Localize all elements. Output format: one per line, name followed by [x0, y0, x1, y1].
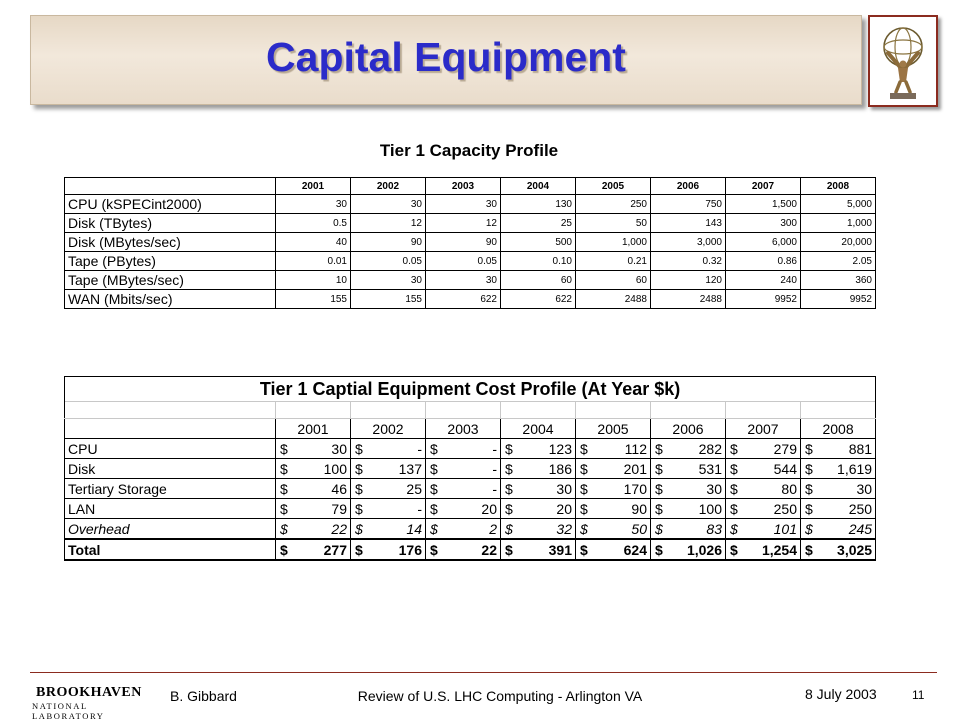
- table-row: [65, 439, 876, 459]
- title-banner: [30, 15, 862, 105]
- currency-symbol: $: [730, 520, 738, 537]
- table-cell: 50: [576, 214, 651, 233]
- cell-value: 531: [698, 460, 722, 477]
- table-cell: [351, 519, 426, 540]
- cell-value: 170: [623, 480, 647, 497]
- table-cell: 360: [801, 271, 876, 290]
- page-number: 11: [912, 688, 925, 702]
- spacer-cell: [651, 402, 726, 419]
- spacer-cell: [501, 402, 576, 419]
- cell-value: 1,619: [837, 460, 873, 477]
- table-cell: 40: [276, 233, 351, 252]
- cost-header-row: [65, 419, 876, 439]
- table-cell: [801, 539, 876, 560]
- table-row: [65, 519, 876, 540]
- cell-value: 25: [406, 480, 422, 497]
- row-label: LAN: [65, 499, 276, 519]
- row-label: Disk (TBytes): [65, 214, 276, 233]
- cell-value: 80: [781, 480, 797, 497]
- currency-symbol: $: [505, 440, 513, 457]
- cell-value: 79: [331, 500, 347, 517]
- cell-value: 186: [548, 460, 572, 477]
- currency-symbol: $: [730, 440, 738, 457]
- table-cell: 1,500: [726, 195, 801, 214]
- table-cell: 20,000: [801, 233, 876, 252]
- year-header: 2002: [351, 178, 426, 195]
- currency-symbol: $: [730, 541, 738, 558]
- table-cell: 0.10: [501, 252, 576, 271]
- currency-symbol: $: [580, 440, 588, 457]
- cell-value: 22: [481, 541, 497, 558]
- currency-symbol: $: [280, 440, 288, 457]
- table-cell: [576, 499, 651, 519]
- table-cell: [651, 479, 726, 499]
- currency-symbol: $: [430, 500, 438, 517]
- currency-symbol: $: [430, 460, 438, 477]
- cell-value: 881: [848, 440, 873, 457]
- table-cell: [276, 539, 351, 560]
- table-row: [65, 252, 876, 271]
- row-label: Tape (PBytes): [65, 252, 276, 271]
- table-cell: 1,000: [801, 214, 876, 233]
- year-header: 2005: [576, 178, 651, 195]
- cell-value: 30: [331, 440, 347, 457]
- currency-symbol: $: [280, 500, 288, 517]
- year-header: 2005: [576, 419, 651, 439]
- table-cell: 240: [726, 271, 801, 290]
- table-cell: 90: [351, 233, 426, 252]
- currency-symbol: $: [505, 500, 513, 517]
- cell-value: 112: [624, 440, 647, 457]
- row-label: Disk (MBytes/sec): [65, 233, 276, 252]
- cell-value: 391: [548, 541, 572, 558]
- table-cell: 500: [501, 233, 576, 252]
- row-label: Total: [65, 539, 276, 560]
- cell-value: 1,254: [761, 541, 797, 558]
- table-cell: [501, 519, 576, 540]
- table-cell: [576, 479, 651, 499]
- currency-symbol: $: [505, 460, 513, 477]
- table-cell: [651, 439, 726, 459]
- table-row: [65, 499, 876, 519]
- cell-value: 201: [623, 460, 647, 477]
- cell-value: -: [492, 460, 497, 477]
- row-label: Tertiary Storage: [65, 479, 276, 499]
- year-header: 2004: [501, 419, 576, 439]
- spacer-cell: [426, 402, 501, 419]
- year-header: 2006: [651, 178, 726, 195]
- year-header: 2001: [276, 419, 351, 439]
- currency-symbol: $: [505, 541, 513, 558]
- year-header: 2002: [351, 419, 426, 439]
- cell-value: 279: [773, 440, 797, 457]
- table-cell: 622: [426, 290, 501, 309]
- table-cell: [801, 519, 876, 540]
- table-cell: [351, 459, 426, 479]
- cell-value: 137: [398, 460, 422, 477]
- table-cell: [426, 499, 501, 519]
- table-cell: [501, 479, 576, 499]
- year-header: 2004: [501, 178, 576, 195]
- table-cell: 143: [651, 214, 726, 233]
- table-cell: [651, 499, 726, 519]
- footer-event: Review of U.S. LHC Computing - Arlington VA: [357, 688, 643, 704]
- cell-value: 83: [706, 520, 722, 537]
- table-cell: [426, 459, 501, 479]
- table-cell: [501, 459, 576, 479]
- cell-value: 14: [406, 520, 422, 537]
- table-cell: [351, 479, 426, 499]
- currency-symbol: $: [730, 480, 738, 497]
- currency-symbol: $: [430, 480, 438, 497]
- capacity-table: [64, 177, 876, 309]
- table-cell: [576, 439, 651, 459]
- cell-value: 20: [481, 500, 497, 517]
- spacer-row: [65, 402, 876, 419]
- table-cell: 0.5: [276, 214, 351, 233]
- table-cell: [351, 499, 426, 519]
- table-row: [65, 479, 876, 499]
- cell-value: 544: [773, 460, 797, 477]
- table-cell: [726, 439, 801, 459]
- table-cell: [276, 519, 351, 540]
- slide-title: Capital Equipment: [266, 34, 626, 80]
- year-header: 2007: [726, 419, 801, 439]
- capacity-table-title: Tier 1 Capacity Profile: [379, 141, 559, 160]
- year-header: 2008: [801, 419, 876, 439]
- table-cell: 155: [351, 290, 426, 309]
- table-cell: 1,000: [576, 233, 651, 252]
- row-label: CPU (kSPECint2000): [65, 195, 276, 214]
- cell-value: 282: [698, 440, 722, 457]
- currency-symbol: $: [805, 480, 813, 497]
- spacer-cell: [726, 402, 801, 419]
- cost-table: [64, 376, 876, 561]
- spacer-cell: [65, 402, 276, 419]
- table-cell: 60: [501, 271, 576, 290]
- table-cell: 2488: [651, 290, 726, 309]
- currency-symbol: $: [280, 460, 288, 477]
- table-cell: 12: [426, 214, 501, 233]
- table-cell: 12: [351, 214, 426, 233]
- table-cell: [426, 519, 501, 540]
- atlas-logo: [868, 15, 938, 107]
- atlas-figure-icon: [870, 17, 936, 105]
- currency-symbol: $: [730, 500, 738, 517]
- currency-symbol: $: [580, 460, 588, 477]
- table-cell: 2.05: [801, 252, 876, 271]
- cell-value: 90: [631, 500, 647, 517]
- cell-value: 277: [323, 541, 347, 558]
- currency-symbol: $: [430, 520, 438, 537]
- table-cell: [726, 499, 801, 519]
- table-cell: 750: [651, 195, 726, 214]
- table-cell: 0.32: [651, 252, 726, 271]
- spacer-cell: [351, 402, 426, 419]
- cell-value: 30: [856, 480, 873, 497]
- year-header: 2003: [426, 178, 501, 195]
- table-cell: [501, 539, 576, 560]
- table-cell: 622: [501, 290, 576, 309]
- table-row: [65, 195, 876, 214]
- currency-symbol: $: [355, 500, 363, 517]
- currency-symbol: $: [430, 440, 438, 457]
- table-cell: 60: [576, 271, 651, 290]
- table-cell: [426, 439, 501, 459]
- currency-symbol: $: [655, 520, 663, 537]
- currency-symbol: $: [355, 440, 363, 457]
- cell-value: 30: [556, 480, 572, 497]
- spacer-cell: [801, 402, 876, 419]
- currency-symbol: $: [580, 541, 588, 558]
- footer-date: 8 July 2003: [805, 686, 877, 702]
- logo-org-main: BROOKHAVEN: [36, 685, 142, 700]
- table-cell: 5,000: [801, 195, 876, 214]
- currency-symbol: $: [505, 520, 513, 537]
- currency-symbol: $: [655, 500, 663, 517]
- currency-symbol: $: [655, 440, 663, 457]
- table-row: [65, 290, 876, 309]
- currency-symbol: $: [280, 520, 288, 537]
- header-corner: [65, 178, 276, 195]
- table-cell: 0.05: [351, 252, 426, 271]
- table-cell: 0.05: [426, 252, 501, 271]
- cell-value: 30: [706, 480, 722, 497]
- table-cell: [501, 499, 576, 519]
- cell-value: 624: [623, 541, 647, 558]
- table-cell: [351, 539, 426, 560]
- cell-value: 100: [698, 500, 722, 517]
- currency-symbol: $: [805, 440, 813, 457]
- currency-symbol: $: [505, 480, 513, 497]
- cell-value: 50: [631, 520, 647, 537]
- capacity-header-row: [65, 178, 876, 195]
- table-cell: [426, 539, 501, 560]
- table-cell: [726, 519, 801, 540]
- currency-symbol: $: [805, 500, 813, 517]
- table-cell: [576, 519, 651, 540]
- currency-symbol: $: [580, 520, 588, 537]
- table-cell: [801, 499, 876, 519]
- table-row: [65, 271, 876, 290]
- table-cell: 90: [426, 233, 501, 252]
- table-cell: [801, 459, 876, 479]
- table-cell: 2488: [576, 290, 651, 309]
- cell-value: 3,025: [837, 541, 873, 558]
- table-cell: 9952: [726, 290, 801, 309]
- year-header: 2003: [426, 419, 501, 439]
- cell-value: 100: [323, 460, 347, 477]
- currency-symbol: $: [730, 460, 738, 477]
- row-label: Tape (MBytes/sec): [65, 271, 276, 290]
- footer-rule: [30, 672, 937, 673]
- table-cell: 30: [351, 271, 426, 290]
- cell-value: -: [417, 440, 422, 457]
- table-cell: 30: [426, 271, 501, 290]
- cell-value: 245: [848, 520, 873, 537]
- table-cell: 0.21: [576, 252, 651, 271]
- cell-value: -: [492, 440, 497, 457]
- year-header: 2008: [801, 178, 876, 195]
- table-cell: 130: [501, 195, 576, 214]
- table-cell: [651, 539, 726, 560]
- table-cell: 30: [276, 195, 351, 214]
- currency-symbol: $: [355, 460, 363, 477]
- cell-value: 250: [773, 500, 797, 517]
- table-cell: 120: [651, 271, 726, 290]
- table-cell: [726, 459, 801, 479]
- table-cell: [801, 479, 876, 499]
- table-cell: [576, 459, 651, 479]
- cell-value: 2: [489, 520, 497, 537]
- table-cell: 30: [426, 195, 501, 214]
- currency-symbol: $: [655, 460, 663, 477]
- cell-value: 32: [556, 520, 572, 537]
- currency-symbol: $: [355, 480, 363, 497]
- currency-symbol: $: [580, 500, 588, 517]
- currency-symbol: $: [805, 520, 813, 537]
- table-cell: 25: [501, 214, 576, 233]
- table-cell: [651, 519, 726, 540]
- table-cell: [576, 539, 651, 560]
- table-cell: [801, 439, 876, 459]
- currency-symbol: $: [355, 520, 363, 537]
- row-label: Disk: [65, 459, 276, 479]
- table-cell: 155: [276, 290, 351, 309]
- row-label: CPU: [65, 439, 276, 459]
- table-row: [65, 459, 876, 479]
- row-label: Overhead: [65, 519, 276, 540]
- table-cell: 300: [726, 214, 801, 233]
- header-corner: [65, 419, 276, 439]
- cost-caption-row: [65, 377, 876, 402]
- table-cell: 30: [351, 195, 426, 214]
- table-row: [65, 233, 876, 252]
- currency-symbol: $: [280, 480, 288, 497]
- cell-value: 250: [848, 500, 873, 517]
- spacer-cell: [576, 402, 651, 419]
- table-row: [65, 539, 876, 560]
- table-cell: [276, 499, 351, 519]
- cell-value: -: [417, 500, 422, 517]
- year-header: 2006: [651, 419, 726, 439]
- table-cell: 3,000: [651, 233, 726, 252]
- table-cell: [351, 439, 426, 459]
- table-cell: 250: [576, 195, 651, 214]
- spacer-cell: [276, 402, 351, 419]
- cell-value: 176: [398, 541, 422, 558]
- table-cell: [501, 439, 576, 459]
- currency-symbol: $: [655, 541, 663, 558]
- logo-org-sub: NATIONAL LABORATORY: [32, 701, 105, 721]
- cell-value: 22: [331, 520, 347, 537]
- cell-value: -: [492, 480, 497, 497]
- currency-symbol: $: [355, 541, 363, 558]
- table-cell: [276, 479, 351, 499]
- table-cell: [726, 479, 801, 499]
- table-cell: [426, 479, 501, 499]
- year-header: 2001: [276, 178, 351, 195]
- currency-symbol: $: [580, 480, 588, 497]
- table-cell: 0.01: [276, 252, 351, 271]
- cell-value: 123: [548, 440, 572, 457]
- table-cell: 6,000: [726, 233, 801, 252]
- table-cell: 0.86: [726, 252, 801, 271]
- cell-value: 20: [556, 500, 572, 517]
- table-cell: [276, 439, 351, 459]
- table-cell: [276, 459, 351, 479]
- currency-symbol: $: [805, 460, 813, 477]
- table-cell: 10: [276, 271, 351, 290]
- table-cell: [726, 539, 801, 560]
- table-cell: [651, 459, 726, 479]
- footer-author: B. Gibbard: [170, 688, 237, 704]
- cell-value: 1,026: [686, 541, 722, 558]
- currency-symbol: $: [430, 541, 438, 558]
- currency-symbol: $: [280, 541, 288, 558]
- currency-symbol: $: [805, 541, 813, 558]
- cell-value: 101: [773, 520, 797, 537]
- table-row: [65, 214, 876, 233]
- currency-symbol: $: [655, 480, 663, 497]
- table-cell: 9952: [801, 290, 876, 309]
- cost-table-title: Tier 1 Captial Equipment Cost Profile (At Year $k): [65, 377, 876, 402]
- year-header: 2007: [726, 178, 801, 195]
- row-label: WAN (Mbits/sec): [65, 290, 276, 309]
- cell-value: 46: [331, 480, 347, 497]
